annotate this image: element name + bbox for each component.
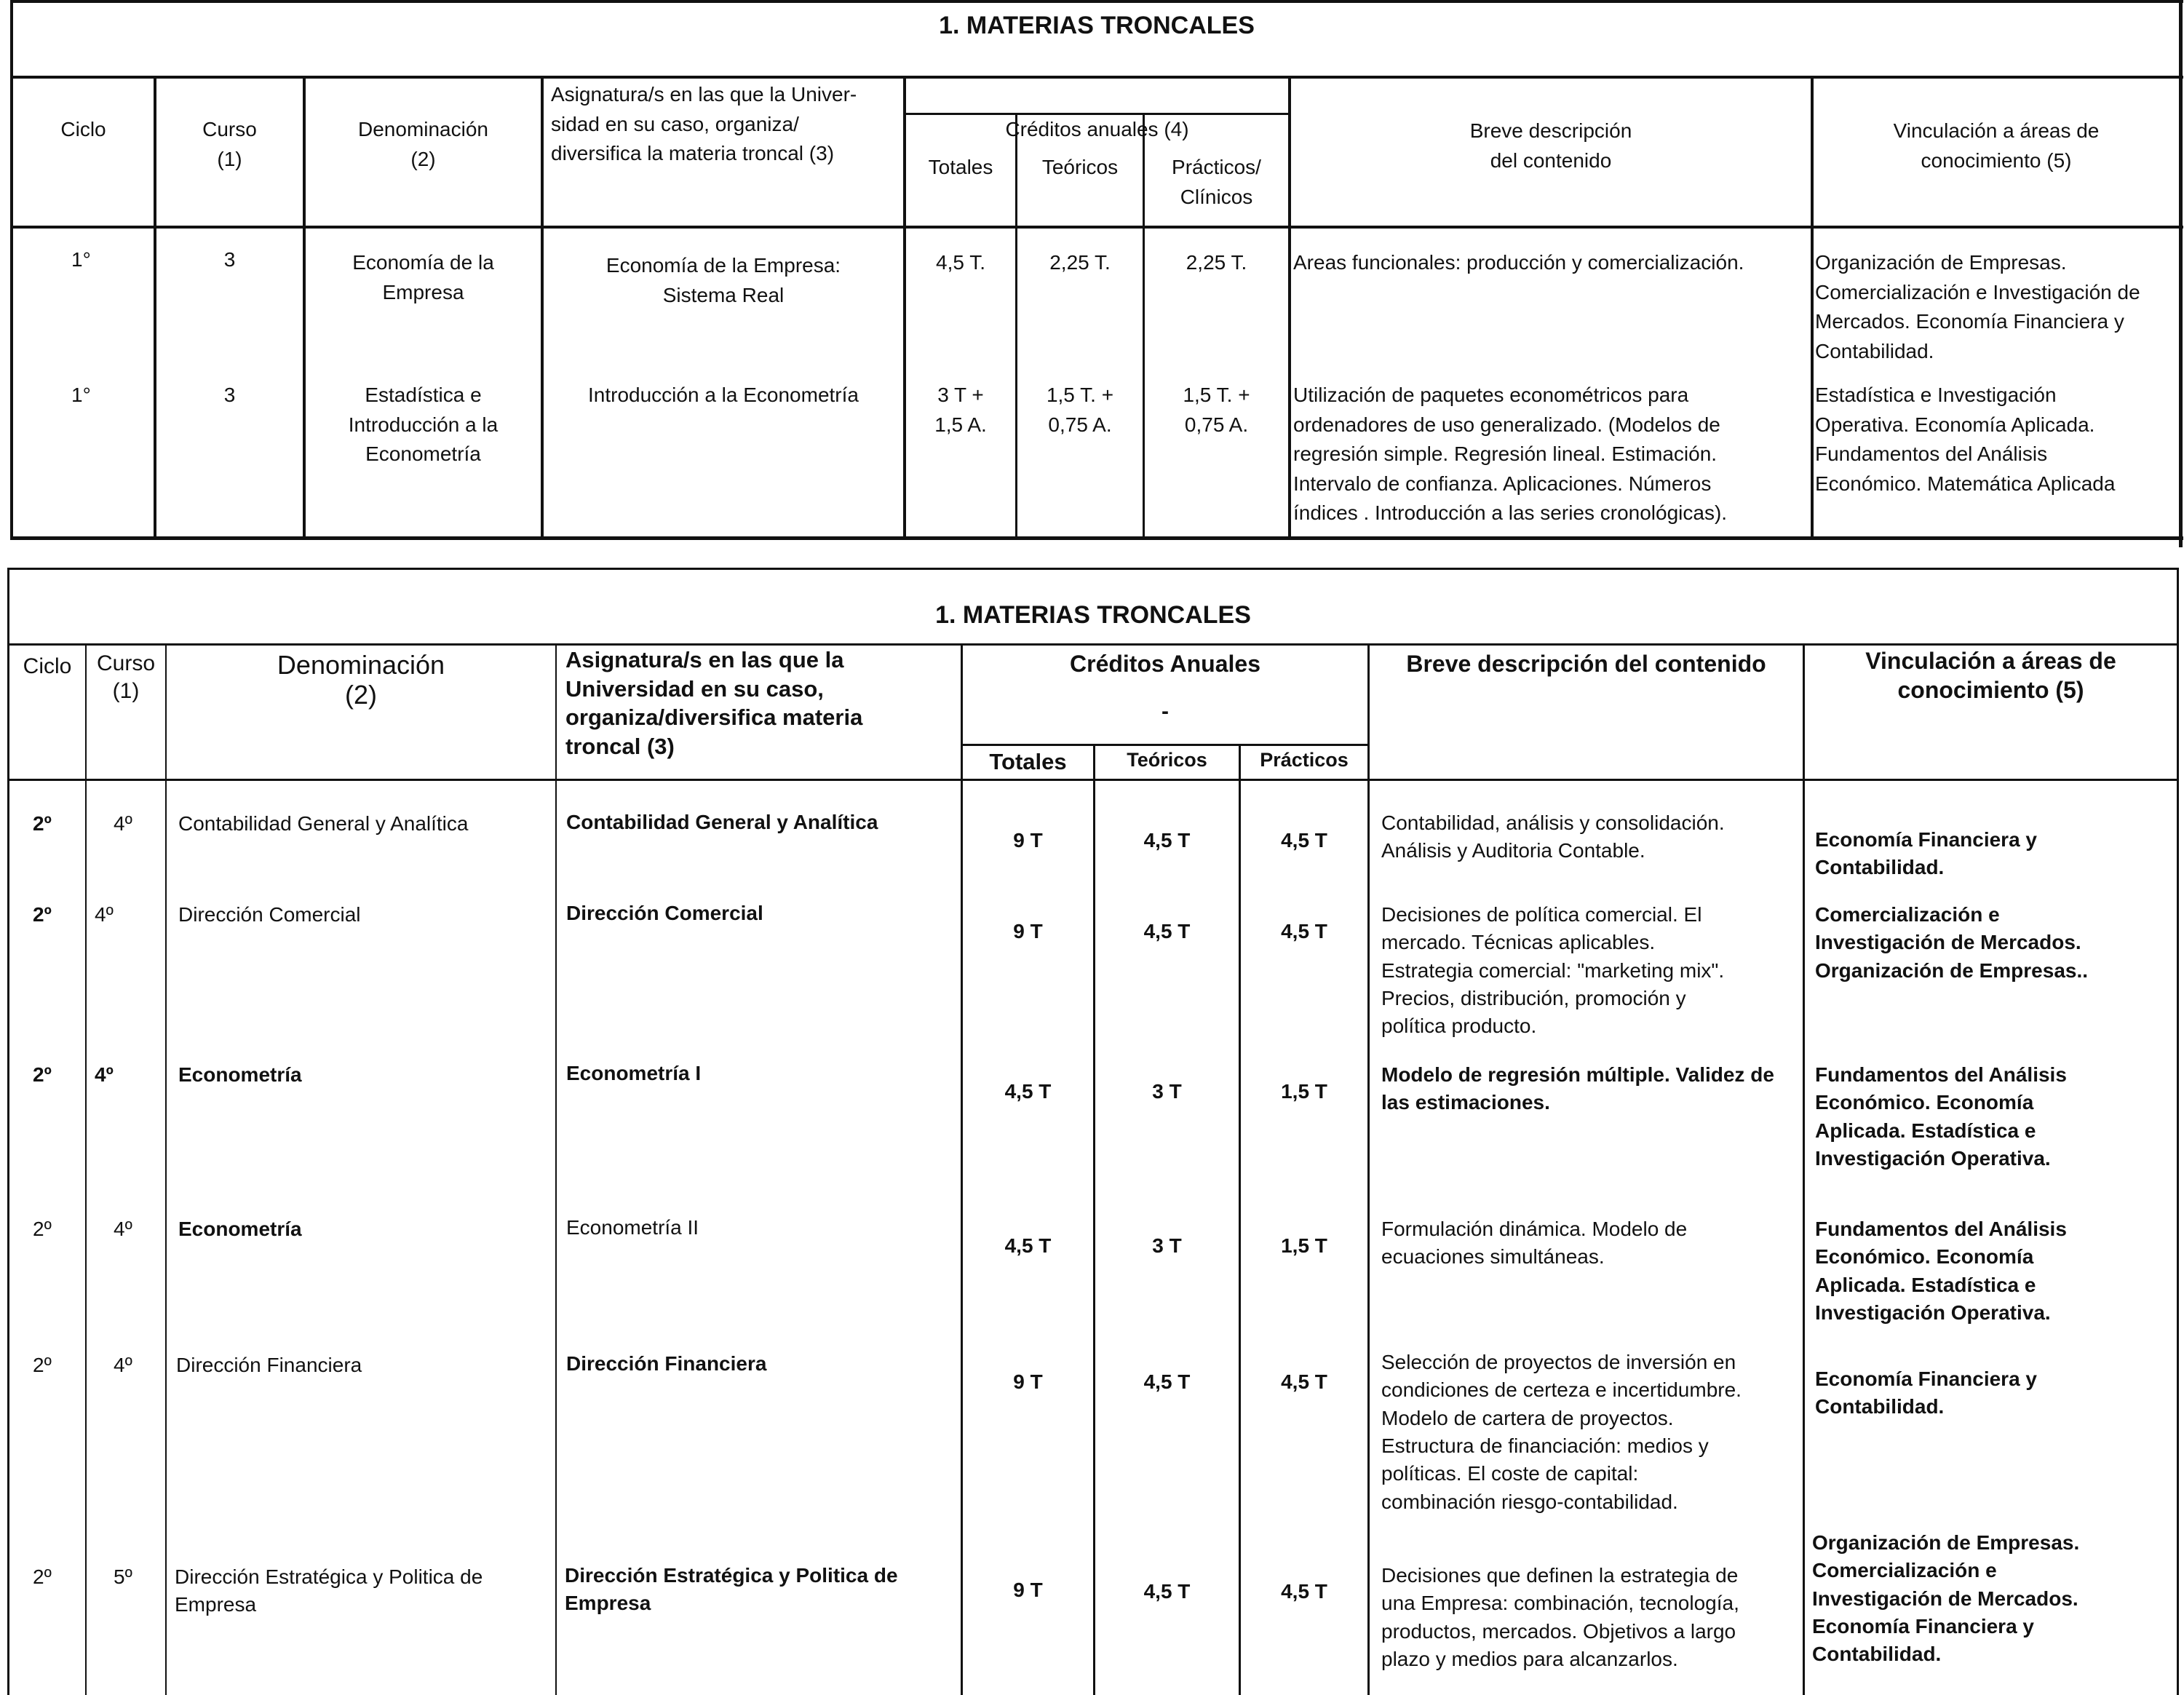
t2-r5-descripcion: Selección de proyectos de inversión en condiciones de certeza e incertidumbre. Modelo de cartera de proyectos. Estructura de financiación: medios y políticas. El coste de capital: combinación riesgo-contabilidad. (1381, 1351, 1742, 1513)
t2-header-vinculacion: Vinculación a áreas de conocimiento (5) (1865, 648, 2116, 703)
t1-header-ciclo: Ciclo (60, 118, 106, 140)
t2-r1-denominacion: Contabilidad General y Analítica (178, 812, 469, 835)
t1-r2-totales: 3 T + 1,5 A. (934, 384, 987, 436)
t2-r6-curso: 5º (114, 1565, 132, 1588)
t2-col-divider (1239, 744, 1241, 1695)
t2-left-border (7, 568, 9, 1695)
t1-left-border (10, 0, 13, 540)
t2-header-teoricos: Teóricos (1127, 749, 1207, 771)
t1-r1-totales: 4,5 T. (936, 251, 985, 274)
t1-top-border (10, 0, 2183, 3)
t2-col-divider (961, 643, 963, 1695)
t1-r1-curso: 3 (223, 248, 236, 271)
t2-col-divider (1367, 643, 1370, 1695)
t2-title: 1. MATERIAS TRONCALES (935, 601, 1251, 629)
t2-col-divider (1093, 744, 1095, 1695)
t2-col-divider (165, 643, 167, 1695)
t1-title-divider (10, 76, 2183, 79)
t2-r4-descripcion: Formulación dinámica. Modelo de ecuaciones simultáneas. (1381, 1218, 1688, 1269)
t2-r4-denominacion: Econometría (178, 1218, 302, 1240)
t1-header-teoricos: Teóricos (1041, 156, 1119, 178)
t2-r3-teoricos: 3 T (1152, 1080, 1182, 1103)
t1-header-vinculacion: Vinculación a áreas de conocimiento (5) (1893, 119, 2100, 172)
t2-r3-practicos: 1,5 T (1281, 1080, 1327, 1103)
t2-r6-denominacion: Dirección Estratégica y Politica de Empresa (175, 1565, 483, 1616)
t2-r1-teoricos: 4,5 T (1143, 829, 1191, 852)
t1-r1-teoricos: 2,25 T. (1049, 251, 1111, 274)
t2-r3-totales: 4,5 T (1004, 1080, 1052, 1103)
t2-r3-descripcion: Modelo de regresión múltiple. Validez de las estimaciones. (1381, 1063, 1774, 1114)
t2-r2-descripcion: Decisiones de política comercial. El mercado. Técnicas aplicables. Estrategia comercial: "marketing mix". Precios, distribución, promoción y política producto. (1381, 903, 1725, 1038)
t2-r4-asignaturas: Econometría II (566, 1216, 699, 1239)
t1-header-totales: Totales (928, 156, 993, 178)
t2-creditos-divider (961, 744, 1367, 746)
t2-right-border (2177, 568, 2179, 1695)
t2-r2-curso: 4º (95, 903, 114, 926)
t2-r6-asignaturas: Dirección Estratégica y Politica de Empresa (565, 1564, 898, 1615)
t2-r3-denominacion: Econometría (178, 1063, 302, 1086)
t2-r1-vinculacion: Economía Financiera y Contabilidad. (1815, 828, 2037, 879)
t1-r1-asignaturas: Economía de la Empresa: Sistema Real (605, 254, 841, 306)
t2-r1-practicos: 4,5 T (1281, 829, 1327, 852)
t1-col-divider (903, 76, 906, 540)
t2-r3-vinculacion: Fundamentos del Análisis Económico. Economía Aplicada. Estadística e Investigación Operativa. (1815, 1063, 2067, 1170)
t2-header-totales: Totales (989, 749, 1067, 774)
t1-header-creditos: Créditos anuales (4) (1005, 118, 1189, 140)
t2-r6-ciclo: 2º (33, 1565, 52, 1588)
t2-r1-curso: 4º (114, 812, 132, 835)
t1-r1-denominacion: Economía de la Empresa (352, 251, 494, 303)
t1-right-border (2179, 0, 2183, 547)
t2-col-divider (1803, 643, 1805, 1695)
t2-r6-practicos: 4,5 T (1281, 1580, 1327, 1603)
t1-header-asignaturas: Asignatura/s en las que la Univer- sidad en su caso, organiza/ diversifica la materia troncal (3) (551, 83, 857, 165)
t2-header-creditos: Créditos Anuales (1070, 651, 1260, 677)
t2-r5-denominacion: Dirección Financiera (176, 1354, 362, 1376)
t1-r2-descripcion: Utilización de paquetes econométricos para ordenadores de uso generalizado. (Modelos de regresión simple. Regresión lineal. Estimación. Intervalo de confianza. Aplicaciones. Números índices . Introducción a las series cronológicas). (1293, 384, 1728, 525)
t1-r2-denominacion: Estadística e Introducción a la Econometría (348, 384, 499, 466)
t2-col-divider (85, 643, 87, 1695)
t2-header-descripcion: Breve descripción del contenido (1406, 651, 1766, 677)
t2-r6-teoricos: 4,5 T (1143, 1580, 1191, 1603)
t2-r1-asignaturas: Contabilidad General y Analítica (566, 811, 878, 833)
t2-r3-curso: 4º (95, 1063, 114, 1086)
t1-r2-teoricos: 1,5 T. + 0,75 A. (1046, 384, 1114, 436)
t2-r1-descripcion: Contabilidad, análisis y consolidación. Análisis y Auditoria Contable. (1381, 811, 1725, 862)
t2-r4-teoricos: 3 T (1152, 1234, 1182, 1257)
t2-r4-curso: 4º (114, 1218, 132, 1240)
t2-r4-practicos: 1,5 T (1281, 1234, 1327, 1257)
t2-r6-descripcion: Decisiones que definen la estrategia de una Empresa: combinación, tecnología, productos, mercados. Objetivos a largo plazo y medios para alcanzarlos. (1381, 1564, 1739, 1671)
t2-header-curso: Curso (1) (96, 651, 156, 703)
t1-header-descripcion: Breve descripción del contenido (1469, 119, 1632, 172)
t1-header-practicos: Prácticos/ Clínicos (1172, 156, 1261, 208)
t2-r2-denominacion: Dirección Comercial (178, 903, 361, 926)
t1-header-denominacion: Denominación (2) (358, 118, 488, 170)
t2-r4-ciclo: 2º (33, 1218, 52, 1240)
t2-r4-totales: 4,5 T (1004, 1234, 1052, 1257)
t2-r5-vinculacion: Economía Financiera y Contabilidad. (1815, 1367, 2037, 1418)
t2-r3-ciclo: 2º (33, 1063, 52, 1086)
t1-r2-curso: 3 (223, 384, 236, 406)
t2-r2-totales: 9 T (1013, 920, 1043, 942)
t2-header-dash: - (1162, 699, 1169, 723)
t1-r2-asignaturas: Introducción a la Econometría (588, 384, 859, 406)
t2-header-asignaturas: Asignatura/s en las que la Universidad en su caso, organiza/diversifica materia troncal (3) (565, 647, 863, 760)
t2-r3-asignaturas: Econometría I (566, 1062, 702, 1084)
t1-header-curso: Curso (1) (202, 118, 257, 170)
t2-header-ciclo: Ciclo (23, 654, 72, 678)
t2-r2-practicos: 4,5 T (1281, 920, 1327, 942)
t2-r5-practicos: 4,5 T (1281, 1370, 1327, 1393)
t1-r1-descripcion: Areas funcionales: producción y comercialización. (1293, 251, 1744, 274)
t1-r1-practicos: 2,25 T. (1186, 251, 1247, 274)
t1-r2-vinculacion: Estadística e Investigación Operativa. Economía Aplicada. Fundamentos del Análisis Económico. Matemática Aplicada (1815, 384, 2116, 495)
t2-r1-totales: 9 T (1013, 829, 1043, 852)
t2-r6-vinculacion: Organización de Empresas. Comercialización e Investigación de Mercados. Economía Financiera y Contabilidad. (1812, 1531, 2080, 1666)
t2-col-divider (555, 643, 557, 1695)
t1-r2-ciclo: 1° (71, 384, 91, 406)
t2-r2-ciclo: 2º (33, 903, 52, 926)
t2-r2-teoricos: 4,5 T (1143, 920, 1191, 942)
t2-r6-totales: 9 T (1013, 1579, 1043, 1601)
t2-r5-ciclo: 2º (33, 1354, 52, 1376)
t2-r2-asignaturas: Dirección Comercial (566, 902, 763, 924)
t1-r1-ciclo: 1° (71, 248, 91, 271)
t1-bottom-border (10, 536, 2183, 540)
t2-title-divider (7, 643, 2179, 646)
t2-r2-vinculacion: Comercialización e Investigación de Mercados. Organización de Empresas.. (1815, 903, 2089, 982)
t2-r5-asignaturas: Dirección Financiera (566, 1352, 767, 1375)
t2-header-practicos: Prácticos (1260, 749, 1349, 771)
t2-r1-ciclo: 2º (33, 812, 52, 835)
t2-header-denominacion: Denominación (2) (277, 650, 445, 710)
t1-r2-practicos: 1,5 T. + 0,75 A. (1183, 384, 1250, 436)
t1-r1-vinculacion: Organización de Empresas. Comercialización e Investigación de Mercados. Economía Financiera y Contabilidad. (1815, 251, 2140, 362)
t1-header-divider (10, 226, 2183, 229)
t2-top-border (7, 568, 2179, 570)
t2-r5-curso: 4º (114, 1354, 132, 1376)
t2-r5-totales: 9 T (1013, 1370, 1043, 1393)
t2-r5-teoricos: 4,5 T (1143, 1370, 1191, 1393)
t1-title: 1. MATERIAS TRONCALES (939, 12, 1255, 39)
t2-r4-vinculacion: Fundamentos del Análisis Económico. Economía Aplicada. Estadística e Investigación Operativa. (1815, 1218, 2067, 1325)
